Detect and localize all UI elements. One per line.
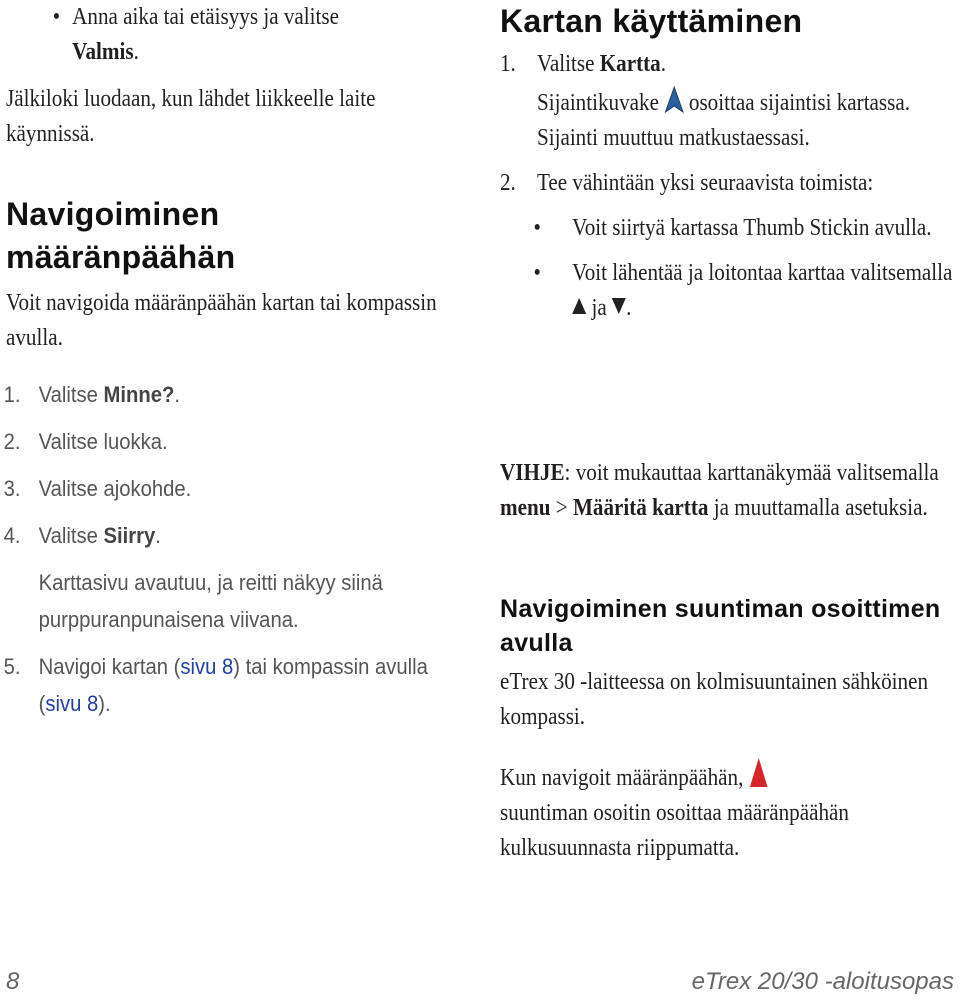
- tip-text: >: [550, 495, 573, 521]
- page-link[interactable]: sivu 8: [180, 654, 234, 679]
- paragraph-track-log: Jälkiloki luodaan, kun lähdet liikkeelle laite käynnissä.: [6, 86, 376, 147]
- bold-term: Minne?: [103, 382, 175, 407]
- compass-paragraph: eTrex 30 -laitteessa on kolmisuuntainen sähköinen kompassi.: [500, 669, 929, 730]
- bold-term: Valmis: [72, 39, 134, 65]
- step-text: Valitse: [38, 382, 104, 407]
- step-number: 2.: [500, 170, 516, 196]
- bullet-dot: •: [533, 215, 541, 241]
- tip-text: ja muuttamalla asetuksia.: [708, 495, 928, 521]
- bullet-text: Voit siirtyä kartassa Thumb Stickin avulla.: [572, 215, 932, 241]
- bullet-valmis: [0, 0, 530, 70]
- list-item: [0, 517, 478, 554]
- step-text: Navigoi kartan (: [38, 654, 181, 679]
- punct: .: [626, 295, 632, 321]
- manual-title: eTrex 20/30 -aloitusopas: [691, 968, 954, 995]
- triangle-up-icon: [572, 298, 586, 314]
- page-link[interactable]: sivu 8: [45, 691, 99, 716]
- step-number: 3.: [3, 476, 21, 501]
- list-item: [0, 648, 462, 722]
- bold-term: Kartta: [599, 51, 661, 77]
- location-arrow-icon: [664, 86, 683, 114]
- paragraph-text: Kun navigoit määränpäähän,: [500, 765, 744, 791]
- list-item: [0, 470, 478, 507]
- tip-paragraph: [500, 456, 949, 526]
- intro-paragraph: Voit navigoida määränpäähän kartan tai kompassin avulla.: [6, 290, 437, 351]
- bullet-text: Anna aika tai etäisyys ja valitse: [72, 4, 340, 30]
- step-text: Valitse ajokohde.: [38, 476, 192, 501]
- punct: .: [660, 51, 667, 77]
- bearing-pointer-icon: [749, 757, 768, 789]
- step-number: 1.: [500, 51, 516, 77]
- bold-term: Siirry: [103, 523, 156, 548]
- step-text: Valitse: [38, 523, 104, 548]
- bold-term: menu: [500, 495, 551, 521]
- step-text: Valitse: [536, 51, 600, 77]
- step-number: 5.: [3, 654, 21, 679]
- list-item: [500, 211, 959, 246]
- step-note: Karttasivu avautuu, ja reitti näkyy siinä purppuranpunaisena viivana.: [38, 570, 383, 632]
- list-item: [500, 166, 924, 201]
- punct: .: [174, 382, 180, 407]
- pointer-paragraph: [500, 757, 958, 866]
- list-item: [0, 376, 478, 413]
- section-heading: Navigoiminen määränpäähän: [6, 196, 236, 275]
- paragraph-text: suuntiman osoitin osoittaa määränpäähän kulkusuunnasta riippumatta.: [500, 800, 849, 861]
- punct: .: [155, 523, 161, 548]
- step-number: 1.: [3, 382, 21, 407]
- section-heading: Navigoiminen suuntiman osoittimen avulla: [500, 595, 941, 657]
- list-item: [500, 47, 949, 82]
- step-text: osoittaa sijaintisi kartassa. Sijainti muuttuu matkustaessasi.: [536, 90, 911, 151]
- step-text: Tee vähintään yksi seuraavista toimista:: [536, 170, 874, 196]
- tip-text: : voit mukauttaa karttanäkymää valitsemalla: [564, 460, 939, 486]
- step-note: [500, 86, 924, 156]
- steps-list: [0, 376, 478, 722]
- step-text: Sijaintikuvake: [536, 90, 659, 116]
- section-heading: Kartan käyttäminen: [500, 3, 803, 39]
- list-item: [500, 256, 959, 326]
- bullet-text: Voit lähentää ja loitontaa karttaa valitsemalla: [572, 260, 953, 286]
- step-text: Valitse luokka.: [38, 429, 168, 454]
- punct: .: [133, 39, 139, 65]
- bold-term: Määritä kartta: [572, 495, 709, 521]
- step-number: 2.: [3, 429, 21, 454]
- list-item: [0, 423, 478, 460]
- bullet-dot: •: [52, 4, 61, 30]
- bullet-text: ja: [591, 295, 607, 321]
- punct: ).: [98, 691, 111, 716]
- step-text: ) tai kompassin avulla (: [38, 654, 428, 716]
- tip-label: VIHJE: [500, 460, 565, 486]
- step-number: 4.: [3, 523, 21, 548]
- bullet-dot: •: [533, 260, 541, 286]
- triangle-down-icon: [612, 298, 626, 314]
- page-number: 8: [6, 968, 20, 995]
- map-steps: [500, 47, 953, 326]
